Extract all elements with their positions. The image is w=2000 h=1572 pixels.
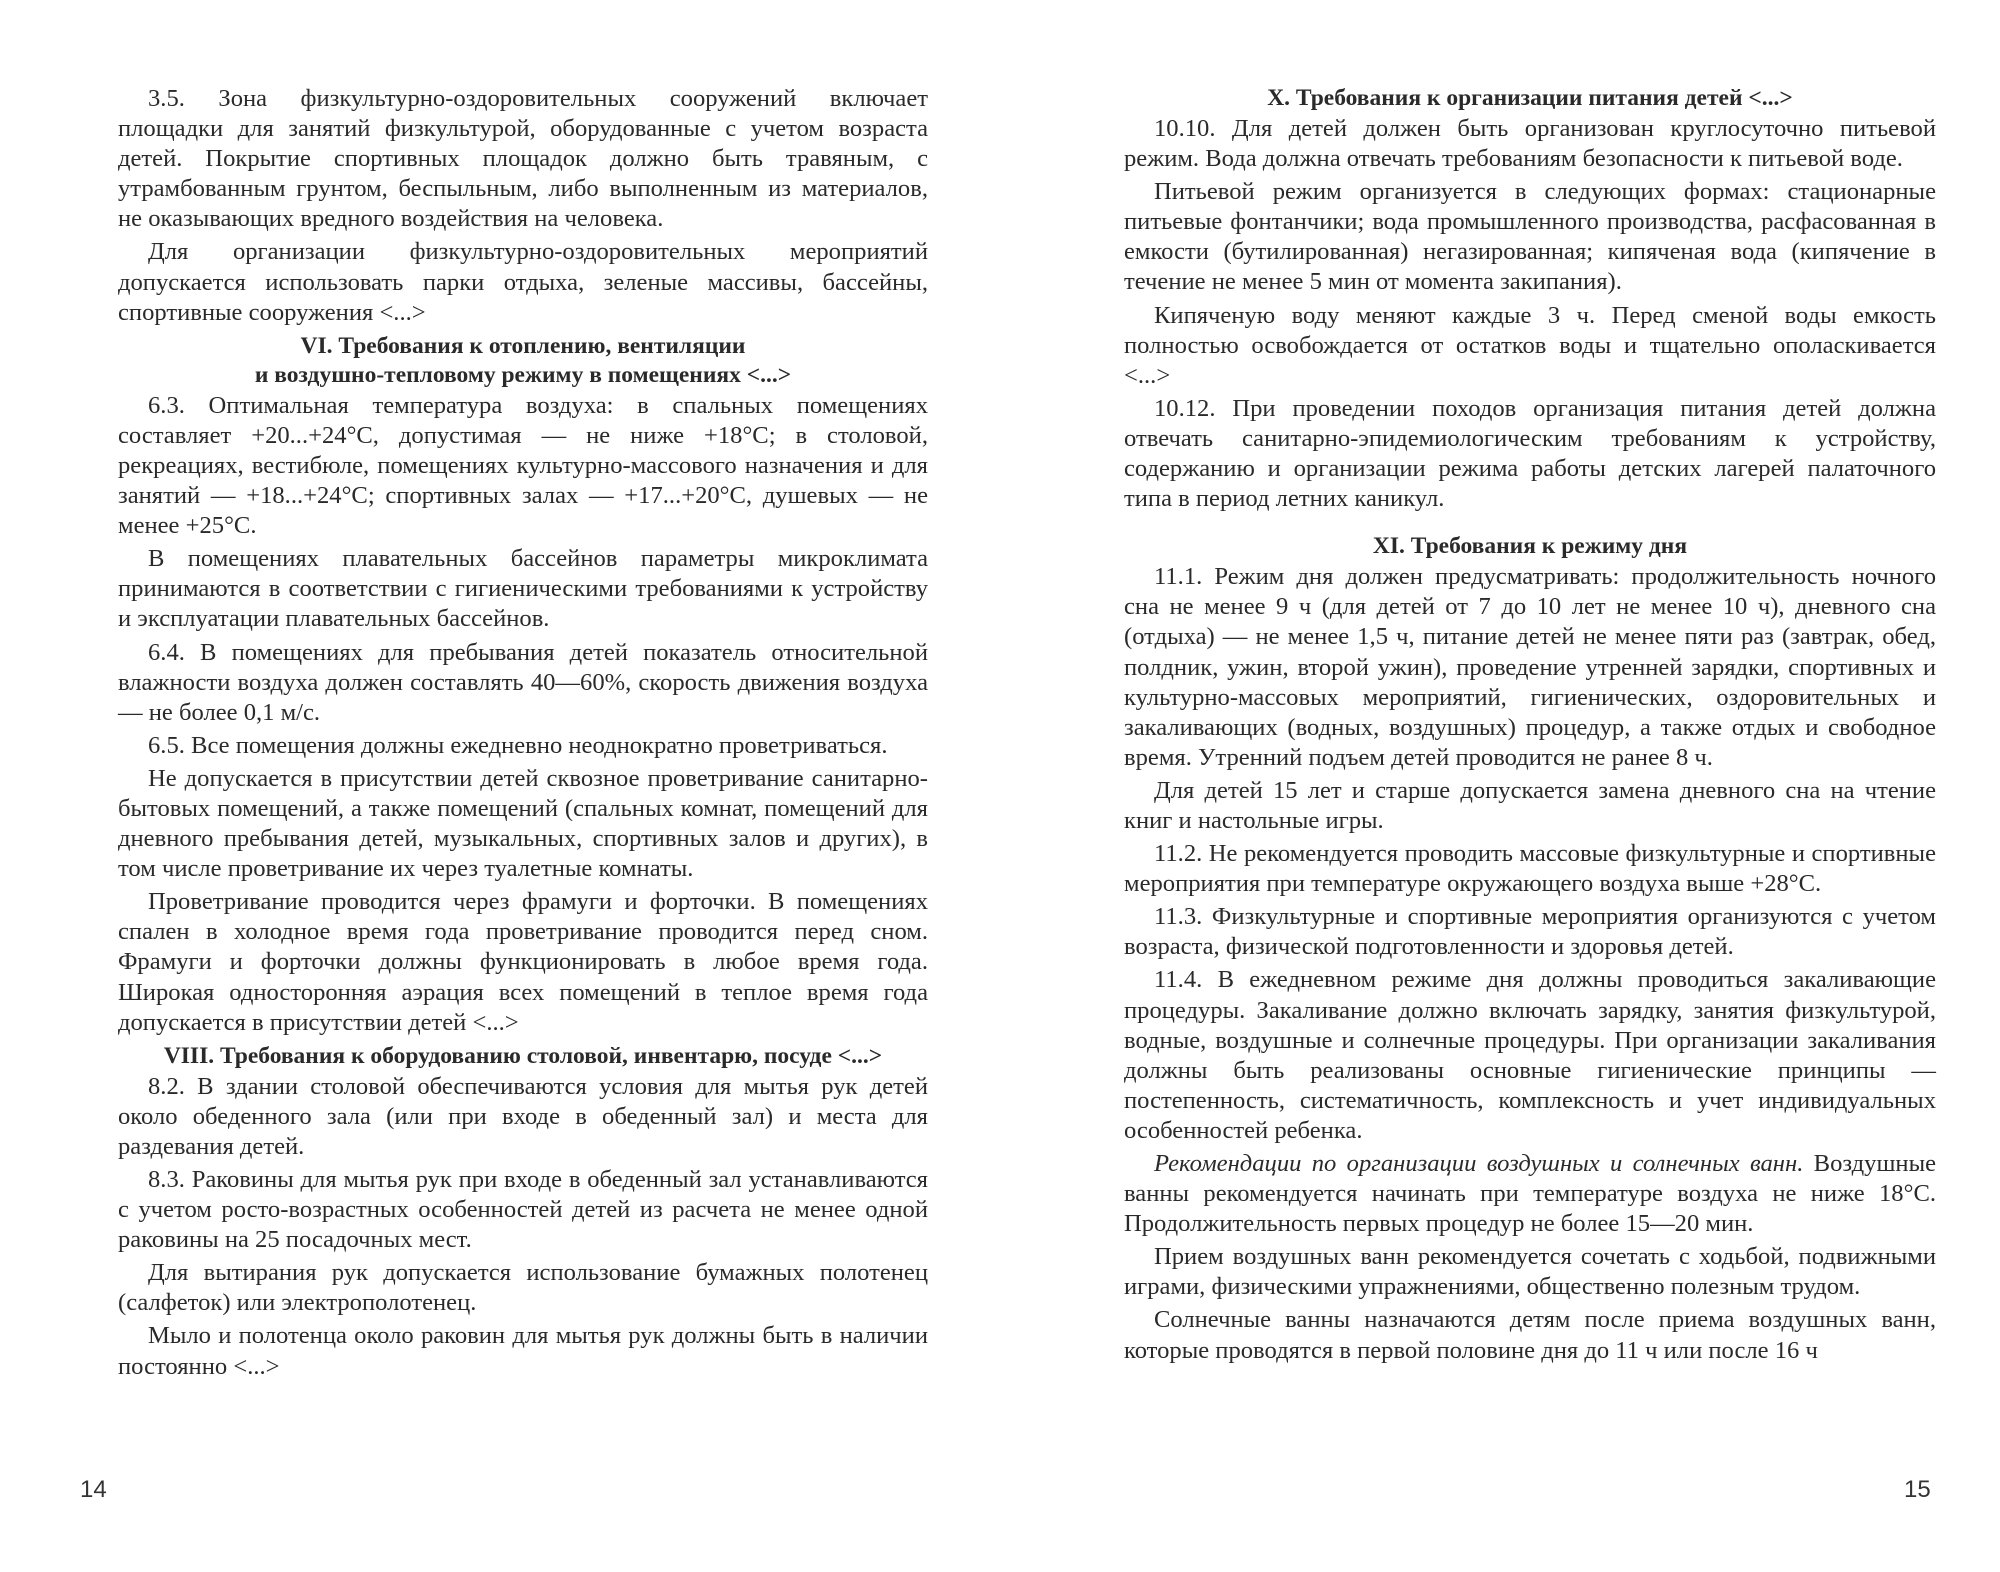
paragraph: Для вытирания рук допускается использование бумажных полотенец (салфеток) или электрополотенец. (118, 1259, 928, 1317)
paragraph: Солнечные ванны назначаются детям после приема воздушных ванн, которые проводятся в первой половине дня до 11 ч или после 16 ч (1124, 1306, 1936, 1364)
section-heading-vi (118, 332, 928, 390)
section-heading-line: и воздушно-тепловому режиму в помещениях <...> (254, 361, 792, 388)
paragraph: 10.10. Для детей должен быть организован круглосуточно питьевой режим. Вода должна отвечать требованиям безопасности к питьевой воде. (1124, 115, 1936, 173)
left-page-text (118, 84, 928, 1385)
page-number-right: 15 (1904, 1476, 1931, 1503)
page-number-left: 14 (80, 1476, 107, 1503)
paragraph: 8.3. Раковины для мытья рук при входе в обеденный зал устанавливаются с учетом росто-возрастных особенностей детей из расчета не менее одной раковины на 25 посадочных мест. (118, 1166, 928, 1254)
paragraph: Не допускается в присутствии детей сквозное проветривание санитарно-бытовых помещений, а также помещений (спальных комнат, помещений для дневного пребывания детей, музыкальных, спортивных залов и других), в том числе проветривание их через туалетные комнаты. (118, 764, 928, 883)
section-heading-x: X. Требования к организации питания детей <...> (1267, 85, 1793, 111)
paragraph: Для детей 15 лет и старше допускается замена дневного сна на чтение книг и настольные игры. (1124, 776, 1936, 834)
paragraph: В помещениях плавательных бассейнов параметры микроклимата принимаются в соответствии с гигиеническими требованиями к устройству и эксплуатации плавательных бассейнов. (118, 545, 928, 633)
paragraph: Для организации физкультурно-оздоровительных мероприятий допускается использовать парки отдыха, зеленые массивы, бассейны, спортивные сооружения <...> (118, 238, 928, 326)
paragraph: 11.4. В ежедневном режиме дня должны проводиться закаливающие процедуры. Закаливание должно включать зарядку, занятия физкультурой, водные, воздушные и солнечные процедуры. При организации закаливания должны быть реализованы основные гигиенические принципы — постепенность, систематичность, комплексность и учет индивидуальных особенностей ребенка. (1124, 966, 1936, 1144)
right-page-text (1124, 84, 1936, 1369)
paragraph-text: Воздушные ванны рекомендуется начинать при температуре воздуха не ниже 18°С. Продолжительность первых процедур не более 15—20 мин. (1124, 1150, 1937, 1238)
paragraph: Мыло и полотенца около раковин для мытья рук должны быть в наличии постоянно <...> (118, 1322, 928, 1380)
paragraph: Питьевой режим организуется в следующих формах: стационарные питьевые фонтанчики; вода промышленного производства, расфасованная в емкости (бутилированная) негазированная; кипяченая вода (кипячение в течение не менее 5 мин от момента закипания). (1124, 178, 1936, 296)
paragraph: 11.3. Физкультурные и спортивные мероприятия организуются с учетом возраста, физической подготовленности и здоровья детей. (1124, 903, 1936, 961)
paragraph: Прием воздушных ванн рекомендуется сочетать с ходьбой, подвижными играми, физическими упражнениями, общественно полезным трудом. (1124, 1243, 1936, 1301)
paragraph: Проветривание проводится через фрамуги и форточки. В помещениях спален в холодное время года проветривание проводится перед сном. Фрамуги и форточки должны функционировать в любое время года. Широкая односторонняя аэрация всех помещений в теплое время года допускается в присутствии детей <...> (118, 888, 928, 1036)
section-heading-line: VI. Требования к отоплению, вентиляции (300, 332, 746, 359)
italic-subheading: Рекомендации по организации воздушных и солнечных ванн. (1154, 1150, 1804, 1177)
paragraph: 6.4. В помещениях для пребывания детей показатель относительной влажности воздуха должен составлять 40—60%, скорость движения воздуха — не более 0,1 м/с. (118, 638, 928, 726)
paragraph (1124, 1149, 1936, 1239)
section-heading-viii: VIII. Требования к оборудованию столовой, инвентарю, посуде <...> (163, 1042, 883, 1069)
paragraph: 11.2. Не рекомендуется проводить массовые физкультурные и спортивные мероприятия при температуре окружающего воздуха выше +28°С. (1124, 840, 1936, 898)
paragraph: 6.3. Оптимальная температура воздуха: в спальных помещениях составляет +20...+24°С, допустимая — не ниже +18°С; в столовой, рекреациях, вестибюле, помещениях культурно-массового назначения и для занятий — +18...+24°С; спортивных залах — +17...+20°С, душевых — не менее +25°С. (118, 391, 928, 540)
section-heading-xi: XI. Требования к режиму дня (1372, 533, 1688, 560)
paragraph: 10.12. При проведении походов организация питания детей должна отвечать санитарно-эпидемиологическим требованиям к устройству, содержанию и организации режима работы детских лагерей палаточного типа в период летних каникул. (1124, 394, 1936, 513)
paragraph: Кипяченую воду меняют каждые 3 ч. Перед сменой воды емкость полностью освобождается от остатков воды и тщательно ополаскивается <...> (1124, 301, 1936, 389)
paragraph: 11.1. Режим дня должен предусматривать: продолжительность ночного сна не менее 9 ч (для детей от 7 до 10 лет не менее 10 ч), дневного сна (отдыха) — не менее 1,5 ч, питание детей не менее пяти раз (завтрак, обед, полдник, ужин, второй ужин), проведение утренней зарядки, спортивных и культурно-массовых мероприятий, гигиенических, оздоровительных и закаливающих (водных, воздушных) процедур, а также отдых и свободное время. Утренний подъем детей проводится не ранее 8 ч. (1124, 563, 1936, 771)
paragraph: 6.5. Все помещения должны ежедневно неоднократно проветриваться. (148, 731, 888, 759)
paragraph: 8.2. В здании столовой обеспечиваются условия для мытья рук детей около обеденного зала (или при входе в обеденный зал) и места для раздевания детей. (118, 1072, 928, 1160)
paragraph: 3.5. Зона физкультурно-оздоровительных сооружений включает площадки для занятий физкультурой, оборудованные с учетом возраста детей. Покрытие спортивных площадок должно быть травяным, с утрамбованным грунтом, беспыльным, либо выполненным из материалов, не оказывающих вредного воздействия на человека. (118, 85, 928, 233)
